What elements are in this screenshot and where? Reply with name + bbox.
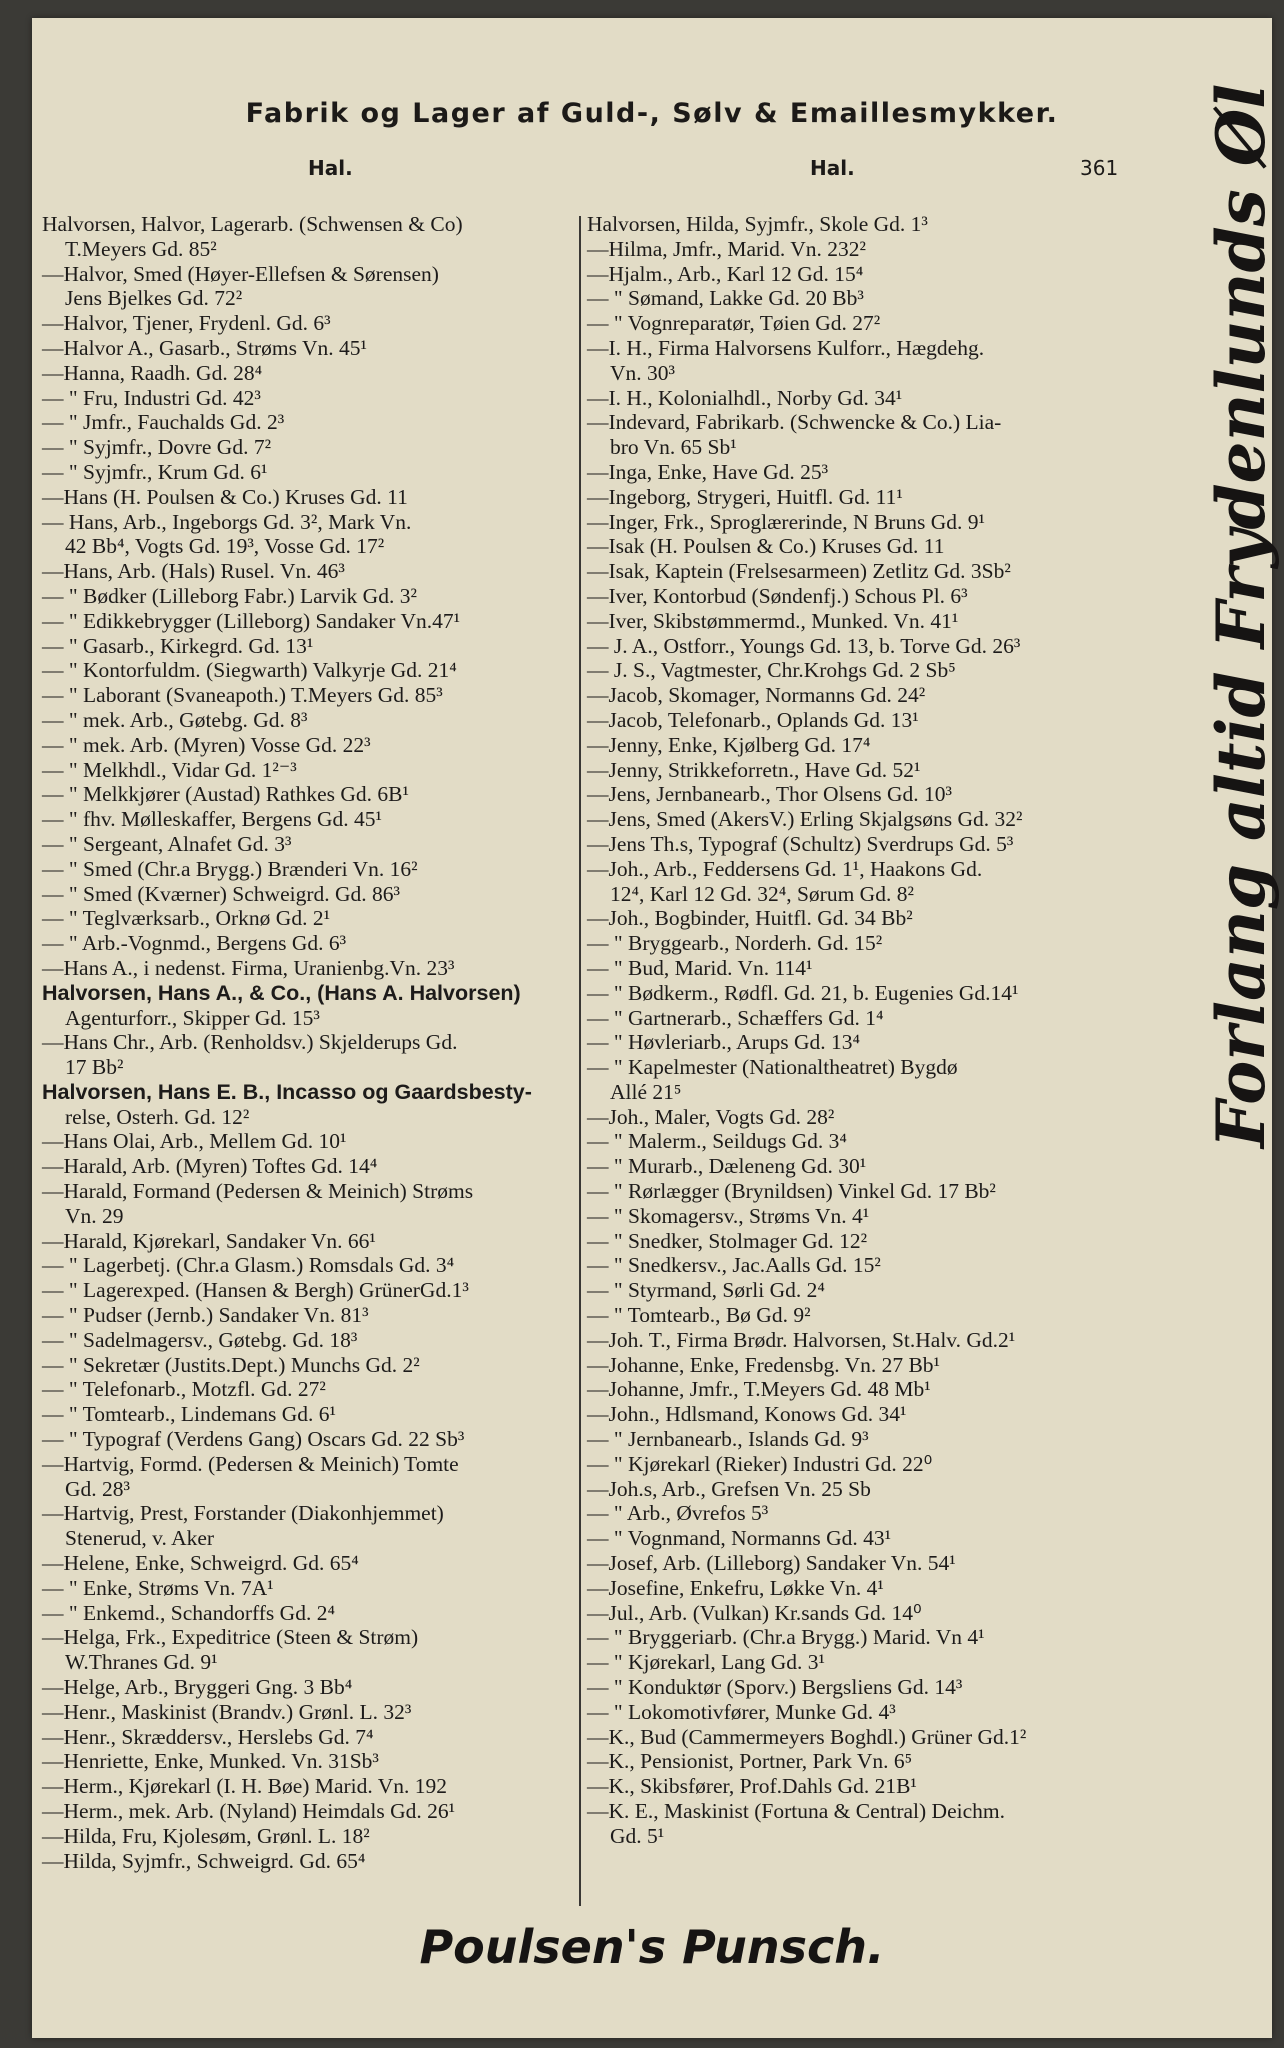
directory-entry-line: —Henriette, Enke, Munked. Vn. 31Sb³ [42, 1749, 379, 1774]
entry-bold-text: Halvorsen, Hans E. B., Incasso og Gaardsbesty- [42, 1079, 532, 1104]
directory-entry-line: —K. E., Maskinist (Fortuna & Central) Deichm. [587, 1799, 1005, 1823]
directory-entry-line: 12⁴, Karl 12 Gd. 32⁴, Sørum Gd. 8² [610, 881, 914, 906]
entry-bold-text: Halvorsen, Hans A., & Co., (Hans A. Halvorsen) [42, 980, 521, 1005]
directory-entry-line: — J. A., Ostforr., Youngs Gd. 13, b. Torve Gd. 26³ [587, 633, 1021, 658]
directory-entry-line: — " Sergeant, Alnafet Gd. 3³ [42, 831, 292, 856]
directory-entry-line: — " Konduktør (Sporv.) Bergsliens Gd. 14³ [587, 1675, 963, 1700]
directory-entry-line: 42 Bb⁴, Vogts Gd. 19³, Vosse Gd. 17² [65, 534, 385, 559]
directory-entry-line: — " Arb., Øvrefos 5³ [587, 1501, 769, 1526]
directory-entry-line: bro Vn. 65 Sb¹ [610, 435, 737, 460]
directory-entry-line: — " Tomtearb., Lindemans Gd. 6¹ [42, 1402, 336, 1427]
directory-entry-line: — " Bud, Marid. Vn. 114¹ [587, 955, 813, 980]
directory-entry-line: —Joh. T., Firma Brødr. Halvorsen, St.Halv. Gd.2¹ [587, 1327, 1016, 1352]
directory-entry-line: —Jenny, Strikkeforretn., Have Gd. 52¹ [587, 757, 921, 782]
directory-entry-line: — Hans, Arb., Ingeborgs Gd. 3², Mark Vn. [42, 509, 412, 534]
directory-entry-line: —Harald, Arb. (Myren) Toftes Gd. 14⁴ [42, 1154, 378, 1179]
directory-entry-line: — " Edikkebrygger (Lilleborg) Sandaker Vn.47¹ [42, 608, 461, 633]
directory-entry-line: — " Lagerbetj. (Chr.a Glasm.) Romsdals Gd. 3⁴ [42, 1253, 455, 1278]
directory-entry-line: — " Bødker (Lilleborg Fabr.) Larvik Gd. 3² [42, 583, 417, 608]
directory-entry-line: —Hartvig, Formd. (Pedersen & Meinich) Tomte [42, 1451, 459, 1476]
directory-entry-line: —Inga, Enke, Have Gd. 25³ [587, 459, 829, 484]
directory-entry-line: —Hilma, Jmfr., Marid. Vn. 232² [587, 236, 866, 261]
directory-entry-line: — " Melkhdl., Vidar Gd. 1²⁻³ [42, 757, 297, 782]
directory-entry-line [42, 1080, 574, 1105]
directory-entry-line: — " Vognreparatør, Tøien Gd. 27² [587, 311, 881, 336]
directory-entry-line: — " Kapelmester (Nationaltheatret) Bygdø [587, 1055, 958, 1080]
directory-entry-line: —Josefine, Enkefru, Løkke Vn. 4¹ [587, 1575, 884, 1600]
directory-entry-line: — " Bryggeriarb. (Chr.a Brygg.) Marid. Vn 4¹ [587, 1625, 985, 1650]
directory-entry-line: — " Snedker, Stolmager Gd. 12² [587, 1228, 868, 1253]
directory-entry-line: —Helene, Enke, Schweigrd. Gd. 65⁴ [42, 1551, 359, 1576]
directory-entry-line: —Joh., Maler, Vogts Gd. 28² [587, 1104, 835, 1129]
directory-entry-line: — " Jmfr., Fauchalds Gd. 2³ [42, 410, 285, 435]
directory-entry-line: —Jacob, Telefonarb., Oplands Gd. 13¹ [587, 707, 919, 732]
directory-entry-line: —Jul., Arb. (Vulkan) Kr.sands Gd. 14⁰ [587, 1600, 922, 1625]
directory-entry-line: — " Telefonarb., Motzfl. Gd. 27² [42, 1377, 326, 1402]
directory-entry-line: — " Snedkersv., Jac.Aalls Gd. 15² [587, 1253, 881, 1278]
directory-entry-line: — " fhv. Mølleskaffer, Bergens Gd. 45¹ [42, 807, 382, 832]
directory-entry-line: —Helge, Arb., Bryggeri Gng. 3 Bb⁴ [42, 1675, 353, 1700]
directory-entry-line: — " Syjmfr., Dovre Gd. 7² [42, 435, 272, 460]
directory-entry-line: —Hans (H. Poulsen & Co.) Kruses Gd. 11 [42, 484, 408, 509]
directory-entry-line: — " Malerm., Seildugs Gd. 3⁴ [587, 1129, 847, 1154]
directory-entry-line: —Iver, Kontorbud (Søndenfj.) Schous Pl. 6³ [587, 583, 968, 608]
page-number: 361 [1080, 156, 1119, 180]
directory-entry-line: —Joh., Bogbinder, Huitfl. Gd. 34 Bb² [587, 906, 913, 931]
directory-entry-line: — " Smed (Chr.a Brygg.) Brænderi Vn. 16² [42, 856, 418, 881]
directory-entry-line: — " Tomtearb., Bø Gd. 9² [587, 1303, 811, 1328]
directory-entry-line: — " Styrmand, Sørli Gd. 2⁴ [587, 1278, 825, 1303]
directory-entry-line: — " Skomagersv., Strøms Vn. 4¹ [587, 1203, 870, 1228]
directory-entry-line: —Isak (H. Poulsen & Co.) Kruses Gd. 11 [587, 534, 945, 559]
directory-entry-line: — " Bryggearb., Norderh. Gd. 15² [587, 931, 883, 956]
directory-entry-line: — " Kjørekarl (Rieker) Industri Gd. 22⁰ [587, 1451, 933, 1476]
directory-entry-line: — " Gartnerarb., Schæffers Gd. 1⁴ [587, 1005, 884, 1030]
directory-entry-line: —Hans Chr., Arb. (Renholdsv.) Skjelderups Gd. [42, 1030, 458, 1055]
directory-entry-line: —Hans Olai, Arb., Mellem Gd. 10¹ [42, 1129, 347, 1154]
directory-entry-line: —Joh., Arb., Feddersens Gd. 1¹, Haakons Gd. [587, 856, 983, 881]
directory-entry-line: —Harald, Formand (Pedersen & Meinich) Strøms [42, 1179, 474, 1204]
directory-entry-line: — " Fru, Industri Gd. 42³ [42, 385, 261, 410]
directory-entry-line: — " Bødkerm., Rødfl. Gd. 21, b. Eugenies Gd.14¹ [587, 980, 1019, 1005]
directory-entry-line: —Joh.s, Arb., Grefsen Vn. 25 Sb [587, 1476, 871, 1501]
directory-entry-line: —Hans A., i nedenst. Firma, Uranienbg.Vn. 23³ [42, 955, 455, 980]
directory-entry-line: —Hans, Arb. (Hals) Rusel. Vn. 46³ [42, 559, 345, 584]
column-divider [579, 216, 581, 1906]
directory-entry-line: — " Enke, Strøms Vn. 7A¹ [42, 1575, 274, 1600]
directory-entry-line: —Halvor A., Gasarb., Strøms Vn. 45¹ [42, 335, 367, 360]
directory-entry-line: — " Smed (Kværner) Schweigrd. Gd. 86³ [42, 881, 400, 906]
directory-entry-line: T.Meyers Gd. 85² [65, 236, 217, 261]
directory-entry-line: —Henr., Skræddersv., Herslebs Gd. 7⁴ [42, 1724, 374, 1749]
directory-entry-line: —Herm., Kjørekarl (I. H. Bøe) Marid. Vn. 192 [42, 1774, 448, 1799]
directory-entry-line: — " mek. Arb., Gøtebg. Gd. 8³ [42, 707, 308, 732]
directory-entry-line: — " Lagerexped. (Hansen & Bergh) GrünerGd.1³ [42, 1278, 469, 1303]
directory-entry-line: —Jens, Jernbanearb., Thor Olsens Gd. 10³ [587, 782, 952, 807]
directory-entry-line: —Ingeborg, Strygeri, Huitfl. Gd. 11¹ [587, 484, 903, 509]
directory-entry-line: — " Melkkjører (Austad) Rathkes Gd. 6B¹ [42, 782, 409, 807]
directory-entry-line: — " mek. Arb. (Myren) Vosse Gd. 22³ [42, 732, 371, 757]
directory-entry-line: Gd. 28³ [65, 1476, 130, 1501]
directory-entry-line: —Hilda, Fru, Kjolesøm, Grønl. L. 18² [42, 1823, 370, 1848]
directory-entry-line: Stenerud, v. Aker [65, 1526, 215, 1551]
directory-entry-line: —K., Bud (Cammermeyers Boghdl.) Grüner Gd.1² [587, 1724, 1027, 1749]
directory-entry-line: Jens Bjelkes Gd. 72² [65, 286, 243, 311]
directory-entry-line: — " Kjørekarl, Lang Gd. 3¹ [587, 1650, 825, 1675]
directory-entry-line: 17 Bb² [65, 1055, 124, 1080]
right-column-header: Hal. [810, 156, 855, 180]
left-column [42, 212, 574, 1873]
directory-entry-line: —Hartvig, Prest, Forstander (Diakonhjemmet) [42, 1501, 444, 1526]
directory-entry-line: —Isak, Kaptein (Frelsesarmeen) Zetlitz Gd. 3Sb² [587, 559, 1011, 584]
directory-entry-line: — " Pudser (Jernb.) Sandaker Vn. 81³ [42, 1303, 369, 1328]
directory-entry-line: — " Sekretær (Justits.Dept.) Munchs Gd. 2² [42, 1352, 420, 1377]
directory-entry-line: —Jacob, Skomager, Normanns Gd. 24² [587, 683, 926, 708]
directory-entry-line: — " Arb.-Vognmd., Bergens Gd. 6³ [42, 931, 347, 956]
directory-entry-line [42, 981, 574, 1006]
directory-entry-line: — " Typograf (Verdens Gang) Oscars Gd. 22 Sb³ [42, 1427, 465, 1452]
directory-entry-line: —Inger, Frk., Sproglærerinde, N Bruns Gd. 9¹ [587, 509, 985, 534]
directory-entry-line: — " Høvleriarb., Arups Gd. 13⁴ [587, 1030, 861, 1055]
directory-entry-line: —Helga, Frk., Expeditrice (Steen & Strøm) [42, 1625, 419, 1650]
directory-entry-line: W.Thranes Gd. 9¹ [65, 1650, 218, 1675]
directory-entry-line: — " Teglværksarb., Orknø Gd. 2¹ [42, 906, 331, 931]
right-column [587, 212, 1139, 1849]
directory-entry-line: —Halvor, Tjener, Frydenl. Gd. 6³ [42, 311, 331, 336]
bottom-advertisement: Poulsen's Punsch. [419, 1920, 885, 1974]
directory-entry-line: — " Vognmand, Normanns Gd. 43¹ [587, 1526, 892, 1551]
directory-entry-line: — " Lokomotivfører, Munke Gd. 4³ [587, 1699, 896, 1724]
directory-entry-line: — " Enkemd., Schandorffs Gd. 2⁴ [42, 1600, 335, 1625]
directory-entry-line: — J. S., Vagtmester, Chr.Krohgs Gd. 2 Sb⁵ [587, 658, 956, 683]
directory-entry-line: —Harald, Kjørekarl, Sandaker Vn. 66¹ [42, 1228, 376, 1253]
directory-entry-line: — " Jernbanearb., Islands Gd. 9³ [587, 1427, 869, 1452]
directory-entry-line: Vn. 29 [65, 1203, 124, 1228]
directory-entry-line: —Iver, Skibstømmermd., Munked. Vn. 41¹ [587, 608, 959, 633]
directory-entry-line: Vn. 30³ [610, 360, 675, 385]
directory-entry-line: — " Murarb., Dæleneng Gd. 30¹ [587, 1154, 867, 1179]
directory-entry-line: Agenturforr., Skipper Gd. 15³ [65, 1005, 320, 1030]
directory-entry-line: —Jens, Smed (AkersV.) Erling Skjalgsøns Gd. 32² [587, 807, 1023, 832]
side-advertisement: Forlang altid Frydenlunds Øl [1202, 83, 1280, 1148]
directory-page [32, 18, 1280, 2038]
directory-entry-line: — " Kontorfuldm. (Siegwarth) Valkyrje Gd. 21⁴ [42, 658, 457, 683]
directory-entry-line: —Henr., Maskinist (Brandv.) Grønl. L. 32³ [42, 1699, 412, 1724]
directory-entry-line: — " Gasarb., Kirkegrd. Gd. 13¹ [42, 633, 314, 658]
directory-entry-line: —Hanna, Raadh. Gd. 28⁴ [42, 360, 263, 385]
directory-entry-line: —Josef, Arb. (Lilleborg) Sandaker Vn. 54¹ [587, 1551, 956, 1576]
directory-entry-line: —Indevard, Fabrikarb. (Schwencke & Co.) Lia- [587, 410, 1002, 435]
directory-entry-line: —K., Skibsfører, Prof.Dahls Gd. 21B¹ [587, 1774, 917, 1799]
directory-entry-line: —K., Pensionist, Portner, Park Vn. 6⁵ [587, 1749, 913, 1774]
directory-entry-line: —Jens Th.s, Typograf (Schultz) Sverdrups Gd. 5³ [587, 831, 1014, 856]
directory-entry-line: — " Syjmfr., Krum Gd. 6¹ [42, 459, 268, 484]
directory-entry-line: Halvorsen, Halvor, Lagerarb. (Schwensen & Co) [42, 212, 463, 236]
directory-entry-line: —I. H., Firma Halvorsens Kulforr., Hægdehg. [587, 335, 985, 360]
directory-entry-line: — " Rørlægger (Brynildsen) Vinkel Gd. 17 Bb² [587, 1179, 996, 1204]
directory-entry-line: —Jenny, Enke, Kjølberg Gd. 17⁴ [587, 732, 871, 757]
directory-entry-line: relse, Osterh. Gd. 12² [65, 1104, 250, 1129]
directory-entry-line: Halvorsen, Hilda, Syjmfr., Skole Gd. 1³ [587, 212, 928, 236]
directory-entry-line: —Hilda, Syjmfr., Schweigrd. Gd. 65⁴ [42, 1848, 366, 1873]
directory-entry-line: Gd. 5¹ [610, 1823, 665, 1848]
directory-entry-line: —Halvor, Smed (Høyer-Ellefsen & Sørensen) [42, 261, 439, 286]
directory-entry-line: — " Sadelmagersv., Gøtebg. Gd. 18³ [42, 1327, 358, 1352]
directory-entry-line: —John., Hdlsmand, Konows Gd. 34¹ [587, 1402, 907, 1427]
left-column-header: Hal. [308, 156, 353, 180]
top-advertisement: Fabrik og Lager af Guld-, Sølv & Emaillesmykker. [245, 98, 1059, 129]
directory-entry-line: — " Laborant (Svaneapoth.) T.Meyers Gd. 85³ [42, 683, 443, 708]
directory-entry-line: —I. H., Kolonialhdl., Norby Gd. 34¹ [587, 385, 903, 410]
directory-entry-line: —Hjalm., Arb., Karl 12 Gd. 15⁴ [587, 261, 864, 286]
directory-entry-line: —Johanne, Enke, Fredensbg. Vn. 27 Bb¹ [587, 1352, 940, 1377]
directory-entry-line: —Johanne, Jmfr., T.Meyers Gd. 48 Mb¹ [587, 1377, 931, 1402]
directory-entry-line: —Herm., mek. Arb. (Nyland) Heimdals Gd. 26¹ [42, 1799, 456, 1823]
directory-entry-line: — " Sømand, Lakke Gd. 20 Bb³ [587, 286, 864, 311]
directory-entry-line: Allé 21⁵ [610, 1079, 682, 1104]
